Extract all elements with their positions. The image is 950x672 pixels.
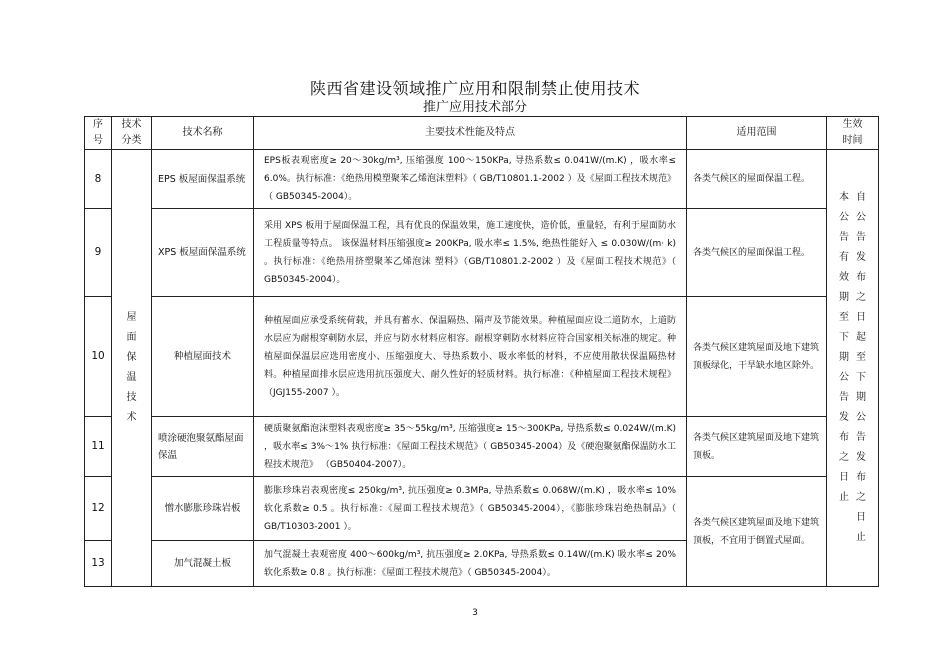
category-label: 屋面保温技术 [126,312,137,423]
technology-table [84,116,879,587]
row-name: XPS 板屋面保温系统 [152,209,254,297]
effective-text-right: 自公告发布之日起至下期公告发布之日止 [856,192,866,543]
row-scope: 各类气候区的屋面保温工程。 [687,150,827,209]
row-name: EPS 板屋面保温系统 [152,150,254,209]
document-subtitle: 推广应用技术部分 [422,100,527,115]
table-row [85,417,879,477]
row-features: EPS板表观密度≥ 20～30kg/m³, 压缩强度 100～150KPa, 导热系数≤ 0.041W/(m.K) ，吸水率≤ 6.0%。执行标准：《绝热用模塑聚苯乙烯泡沫塑料》（ GB/T10801.1-2002 ）及《屋面工程技术规范》（ GB50345-2004）。 [254,150,687,209]
row-features: 膨胀珍珠岩表观密度≤ 250kg/m³, 抗压强度≥ 0.3MPa, 导热系数≤ 0.068W/(m.K) ，吸水率≤ 10% 软化系数≥ 0.5 。执行标准：《屋面工程技术规范》（ GB50345-2004），《膨胀珍珠岩绝热制品》（ GB/T10303-2001 ）。 [254,477,687,541]
header-name: 技术名称 [152,117,254,150]
row-name: 加气混凝土板 [152,541,254,587]
row-features: 采用 XPS 板用于屋面保温工程，具有优良的保温效果，施工速度快，造价低，重量轻，有利于屋面防水工程质量等特点。 该保温材料压缩强度≥ 200KPa, 吸水率≤ 1.5%, 绝热性能好入 ≤ 0.030W/(m· k) 。执行标准：《绝热用挤塑聚苯乙烯泡沫 塑料》（GB/T10801.2-2002 ）及《屋面工程技术规范》（ GB50345-2004）。 [254,209,687,297]
table-row [85,477,879,541]
row-features: 加气混凝土表观密度 400～600kg/m³, 抗压强度≥ 2.0KPa, 导热系数≤ 0.14W/(m.K) 吸水率≤ 20% 软化系数≥ 0.8 。执行标准：《屋面工程技术规范》（ GB50345-2004）。 [254,541,687,587]
row-name: 种植屋面技术 [152,297,254,417]
table-row [85,209,879,297]
row-no: 10 [85,297,112,417]
row-no: 8 [85,150,112,209]
effective-text-left: 本公告有效期至下期公告发布之日止 [839,192,849,503]
row-no: 12 [85,477,112,541]
header-effective: 生效时间 [827,117,879,150]
table-row [85,297,879,417]
header-category: 技术分类 [112,117,152,150]
header-features: 主要技术性能及特点 [254,117,687,150]
header-no: 序号 [85,117,112,150]
table-header-row [85,117,879,150]
row-scope: 各类气候区建筑屋面及地下建筑顶板绿化，干旱缺水地区除外。 [687,297,827,417]
document-title: 陕西省建设领域推广应用和限制禁止使用技术 [309,79,640,98]
row-scope: 各类气候区建筑屋面及地下建筑顶板。 [687,417,827,477]
page-number: 3 [472,608,478,618]
row-name: 喷涂硬泡聚氨酯屋面保温 [152,417,254,477]
row-no: 11 [85,417,112,477]
header-scope: 适用范围 [687,117,827,150]
row-features: 硬质聚氨酯泡沫塑料表观密度≥ 35～55kg/m³, 压缩强度≥ 15～300KPa, 导热系数≤ 0.024W/(m.K) ，吸水率≤ 3%～1% 执行标准：《屋面工程技术规范》（ GB50345-2004）及《硬泡聚氨酯保温防水工程技术规范》 （GB50404-2007）。 [254,417,687,477]
row-name: 憎水膨胀珍珠岩板 [152,477,254,541]
row-scope: 各类气候区的屋面保温工程。 [687,209,827,297]
row-no: 13 [85,541,112,587]
category-cell [112,150,152,587]
row-scope: 各类气候区建筑屋面及地下建筑顶板，不宜用于倒置式屋面。 [687,477,827,587]
effective-cell [827,150,879,587]
table-row [85,150,879,209]
row-no: 9 [85,209,112,297]
row-features: 种植屋面应承受系统荷载，并具有蓄水、保温隔热、隔声及节能效果。种植屋面应设二道防水，上道防水层应为耐根穿刺防水层，并应与防水材料应相容。耐根穿刺防水材料应符合国家相关标准的规定。种植屋面保温层应选用密度小、压缩强度大、导热系数小、吸水率低的材料，不应使用散状保温隔热材料。种植屋面排水层应选用抗压强度大、耐久性好的轻质材料。执行标准：《种植屋面工程技术规程》（JGJ155-2007 ）。 [254,297,687,417]
